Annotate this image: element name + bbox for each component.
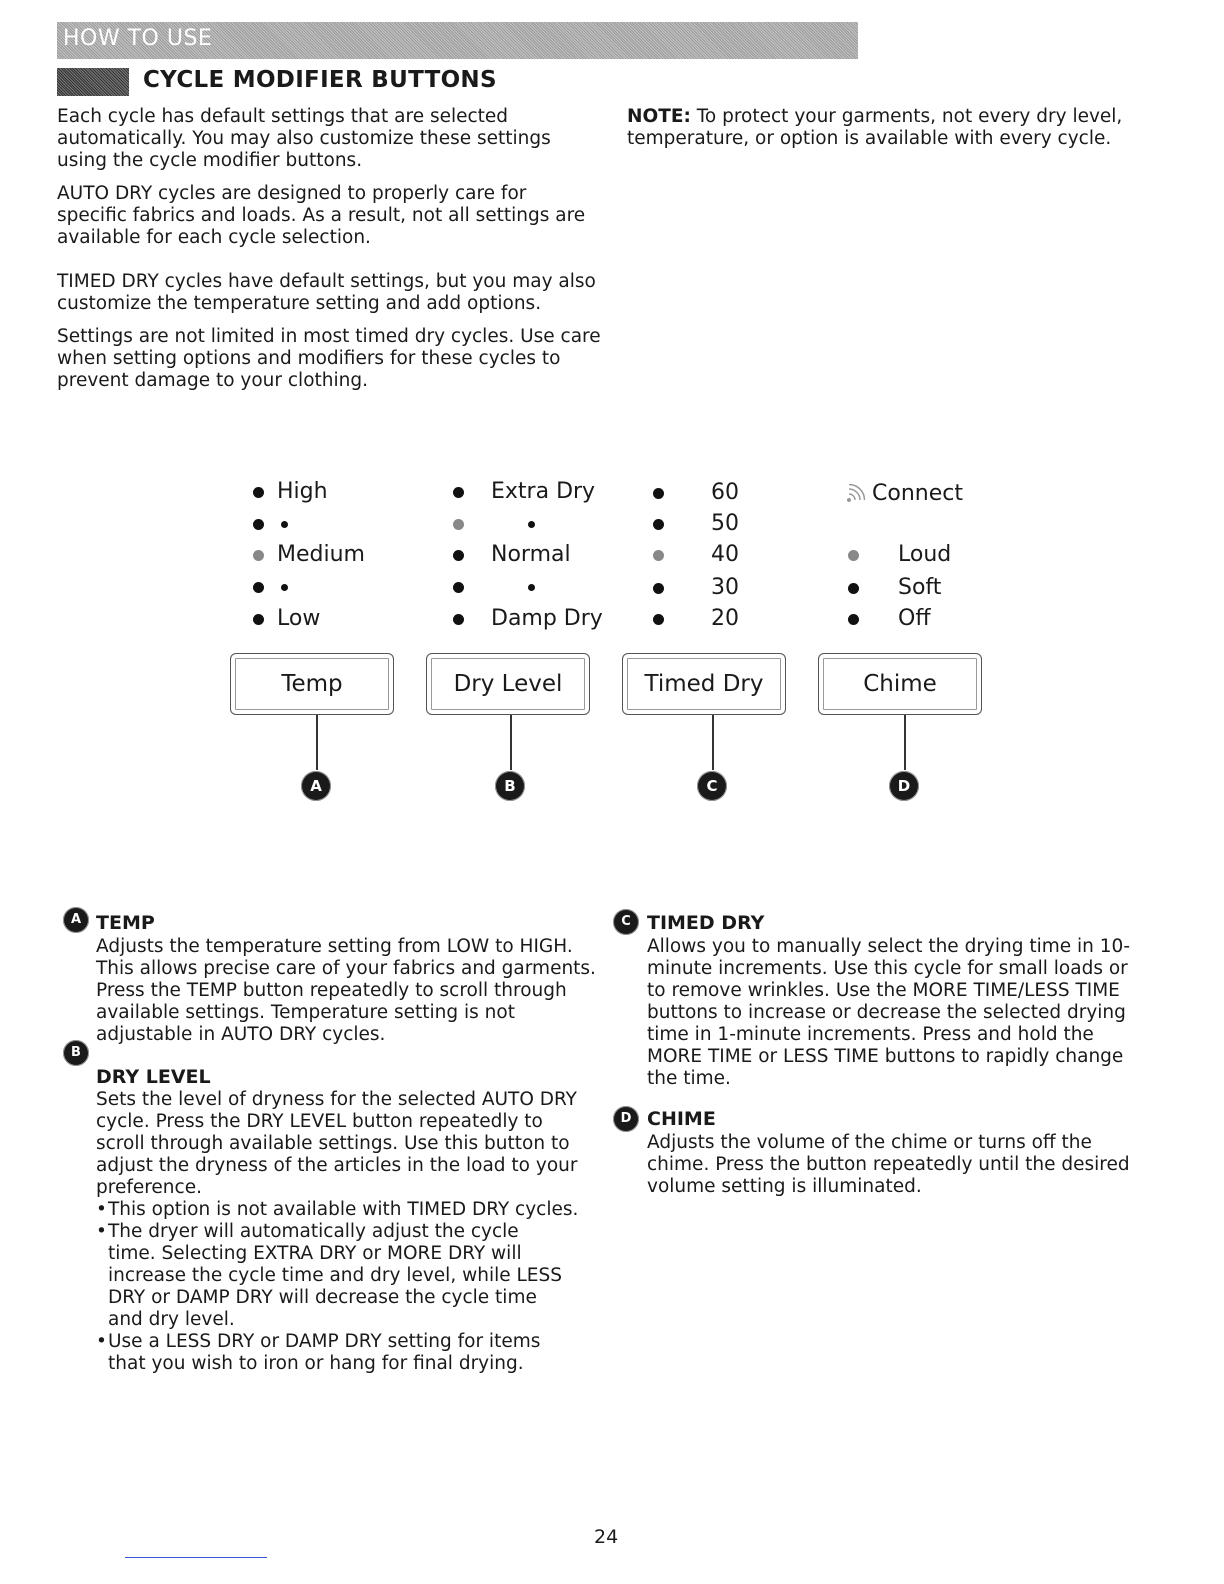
indicator-led	[281, 521, 288, 528]
dry-level-bullets	[96, 1199, 591, 1375]
timed-option-60: 60	[711, 480, 739, 505]
timed-dry-heading: TIMED DRY	[647, 912, 765, 934]
indicator-led	[281, 584, 288, 591]
dry-level-callout-badge: B	[63, 1040, 89, 1066]
banner-title: HOW TO USE	[63, 26, 213, 51]
timed-option-30: 30	[711, 575, 739, 600]
chime-option-loud: Loud	[898, 542, 952, 567]
chime-callout-badge: D	[613, 1106, 639, 1132]
timed-option-20: 20	[711, 606, 739, 631]
intro-paragraph: Each cycle has default settings that are selected automatically. You may also customize these settings using the cycle modifier buttons.	[57, 106, 551, 171]
indicator-led	[653, 614, 664, 625]
temp-option-medium: Medium	[277, 542, 365, 567]
dry-option-damp: Damp Dry	[491, 606, 603, 631]
page-number: 24	[594, 1526, 619, 1548]
dry-level-description	[96, 1089, 591, 1375]
indicator-led	[653, 519, 664, 530]
temp-option-high: High	[277, 479, 328, 504]
callout-a: A	[301, 771, 331, 801]
temp-heading: TEMP	[96, 912, 155, 934]
intro-paragraph: Settings are not limited in most timed dry cycles. Use care when setting options and modifiers for these cycles to prevent damage to your clothing.	[57, 326, 601, 391]
timed-option-50: 50	[711, 511, 739, 536]
indicator-led	[453, 519, 464, 530]
indicator-led	[253, 487, 264, 498]
note-body: To protect your garments, not every dry level, temperature, or option is available with every cycle.	[627, 106, 1123, 149]
note-text	[627, 106, 1147, 150]
chime-button[interactable]: Chime	[818, 653, 982, 715]
wifi-icon	[846, 484, 868, 504]
indicator-led	[528, 521, 535, 528]
timed-dry-button[interactable]: Timed Dry	[622, 653, 786, 715]
dry-option-normal: Normal	[491, 542, 571, 567]
indicator-led	[453, 582, 464, 593]
indicator-led	[653, 488, 664, 499]
dry-option-extra: Extra Dry	[491, 479, 596, 504]
title-marker-block	[57, 68, 129, 96]
intro-paragraph: AUTO DRY cycles are designed to properly care for specific fabrics and loads. As a result, not all settings are available for each cycle selection.	[57, 183, 586, 248]
chime-option-connect: Connect	[872, 481, 963, 506]
footer-divider	[125, 1557, 267, 1558]
timed-option-40: 40	[711, 542, 739, 567]
section-title: CYCLE MODIFIER BUTTONS	[143, 67, 497, 93]
note-label: NOTE:	[627, 106, 691, 127]
leader-line	[510, 715, 512, 770]
callout-b: B	[495, 771, 525, 801]
callout-c: C	[697, 771, 727, 801]
indicator-led	[653, 550, 664, 561]
list-item: • Use a LESS DRY or DAMP DRY setting for items that you wish to iron or hang for final drying.	[96, 1331, 591, 1375]
chime-heading: CHIME	[647, 1108, 716, 1130]
timed-dry-description: Allows you to manually select the drying time in 10-minute increments. Use this cycle for small loads or to remove wrinkles. Use the MORE TIME/LESS TIME buttons to increase or decrease the selected drying time in 1-minute increments. Press and hold the MORE TIME or LESS TIME buttons to rapidly change the time.	[647, 936, 1130, 1089]
indicator-led	[653, 583, 664, 594]
dry-level-body: Sets the level of dryness for the selected AUTO DRY cycle. Press the DRY LEVEL button repeatedly to scroll through available settings. Use this button to adjust the dryness of the articles in the load to your preference.	[96, 1089, 578, 1198]
chime-option-soft: Soft	[898, 575, 942, 600]
indicator-led	[848, 583, 859, 594]
temp-description: Adjusts the temperature setting from LOW to HIGH. This allows precise care of your fabrics and garments. Press the TEMP button repeatedly to scroll through available settings. Temperature setting is not adjustable in AUTO DRY cycles.	[96, 936, 596, 1045]
leader-line	[712, 715, 714, 770]
temp-option-low: Low	[277, 606, 321, 631]
intro-text	[57, 106, 602, 403]
indicator-led	[453, 614, 464, 625]
timed-dry-callout-badge: C	[613, 909, 639, 935]
indicator-led	[848, 550, 859, 561]
indicator-led	[253, 582, 264, 593]
list-item: • The dryer will automatically adjust the cycle time. Selecting EXTRA DRY or MORE DRY will increase the cycle time and dry level, while LESS DRY or DAMP DRY will decrease the cycle time and dry level.	[96, 1221, 591, 1331]
indicator-led	[453, 487, 464, 498]
chime-option-off: Off	[898, 606, 931, 631]
indicator-led	[528, 584, 535, 591]
indicator-led	[253, 550, 264, 561]
dry-level-heading: DRY LEVEL	[96, 1066, 211, 1088]
indicator-led	[253, 519, 264, 530]
temp-callout-badge: A	[63, 907, 89, 933]
dry-level-button[interactable]: Dry Level	[426, 653, 590, 715]
intro-paragraph: TIMED DRY cycles have default settings, but you may also customize the temperature setting and add options.	[57, 271, 596, 314]
temp-button[interactable]: Temp	[230, 653, 394, 715]
indicator-led	[848, 614, 859, 625]
callout-d: D	[889, 771, 919, 801]
leader-line	[316, 715, 318, 770]
section-banner	[57, 22, 858, 59]
chime-description: Adjusts the volume of the chime or turns off the chime. Press the button repeatedly until the desired volume setting is illuminated.	[647, 1132, 1130, 1197]
indicator-led	[453, 550, 464, 561]
leader-line	[904, 715, 906, 770]
list-item: • This option is not available with TIMED DRY cycles.	[96, 1199, 591, 1221]
indicator-led	[253, 614, 264, 625]
